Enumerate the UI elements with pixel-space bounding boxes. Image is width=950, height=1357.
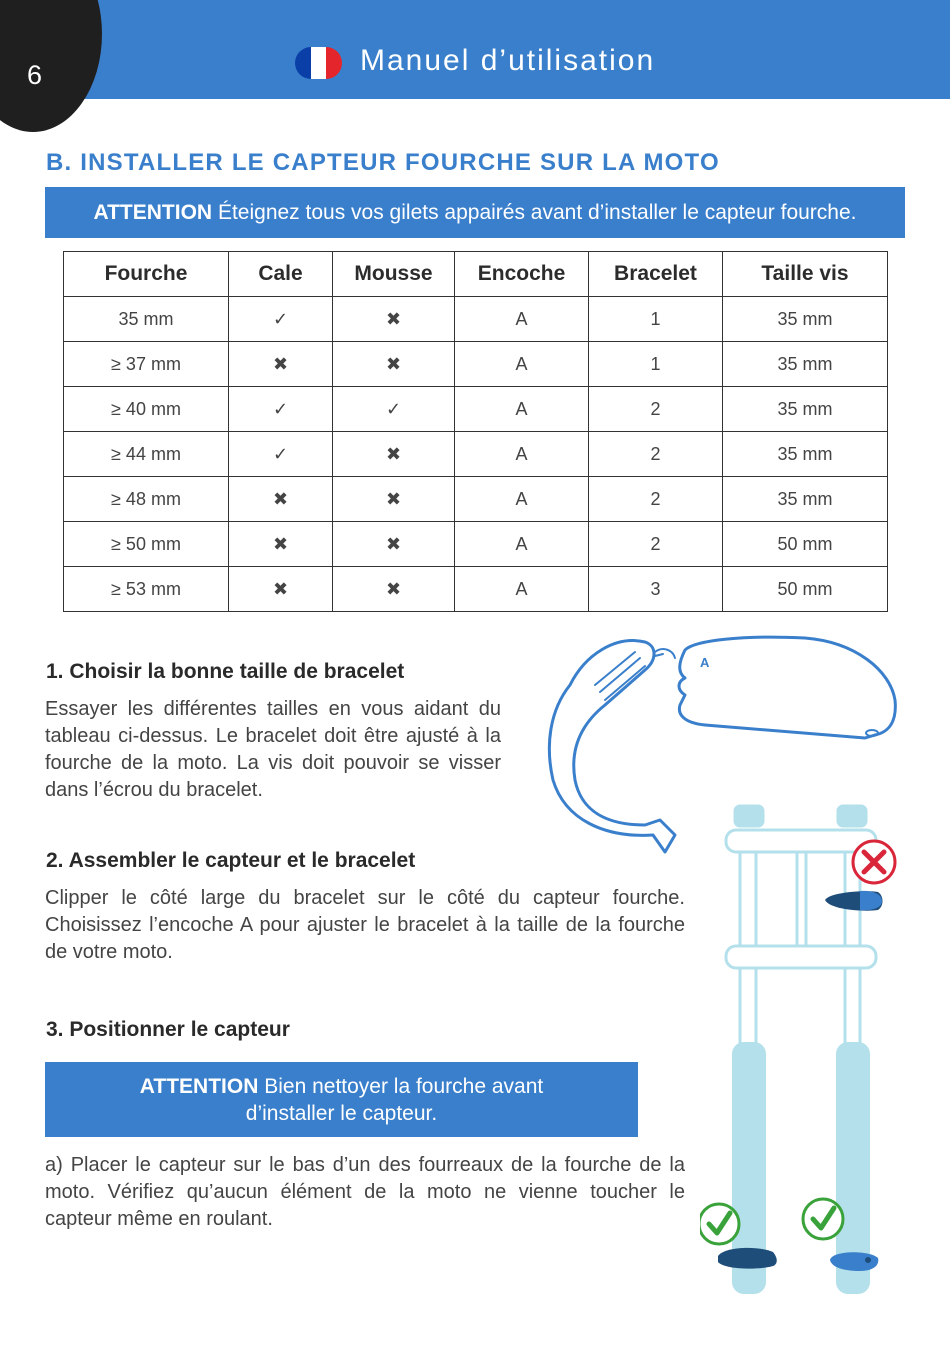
cell-fourche: ≥ 40 mm (64, 387, 229, 432)
cell-mousse: ✖ (333, 522, 455, 567)
cell-mousse: ✖ (333, 432, 455, 477)
cell-bracelet: 1 (589, 342, 723, 387)
page-number: 6 (27, 60, 43, 90)
cell-encoche: A (455, 477, 589, 522)
cell-bracelet: 2 (589, 522, 723, 567)
cell-encoche: A (455, 522, 589, 567)
fork-sensor-shape (679, 637, 895, 738)
cell-taille-vis: 35 mm (723, 387, 888, 432)
table-row (64, 387, 888, 432)
cell-encoche: A (455, 297, 589, 342)
table-row (64, 342, 888, 387)
cell-mousse: ✖ (333, 567, 455, 612)
cell-encoche: A (455, 387, 589, 432)
manual-title: Manuel d’utilisation (360, 44, 656, 77)
table-row (64, 297, 888, 342)
fork-size-table (63, 251, 888, 612)
page-number-badge (0, 0, 102, 132)
cell-cale: ✖ (229, 477, 333, 522)
cell-bracelet: 2 (589, 432, 723, 477)
cell-cale: ✖ (229, 567, 333, 612)
cell-encoche: A (455, 432, 589, 477)
notch-label: A (700, 655, 710, 670)
step-3-text: a) Placer le capteur sur le bas d’un des fourreaux de la fourche de la moto. Vérifiez qu’aucun élément de la moto ne vienne toucher le capteur même en roulant. (45, 1154, 685, 1230)
error-cross-icon (853, 841, 895, 883)
cell-fourche: ≥ 50 mm (64, 522, 229, 567)
cell-cale: ✖ (229, 522, 333, 567)
cell-cale: ✓ (229, 297, 333, 342)
column-header-encoche: Encoche (455, 252, 589, 297)
step-1-title: 1. Choisir la bonne taille de bracelet (46, 660, 405, 683)
column-header-mousse: Mousse (333, 252, 455, 297)
column-header-taille-vis: Taille vis (723, 252, 888, 297)
cell-mousse: ✓ (333, 387, 455, 432)
table-row (64, 432, 888, 477)
cell-bracelet: 3 (589, 567, 723, 612)
cell-fourche: 35 mm (64, 297, 229, 342)
bracelet-shape (549, 641, 675, 852)
step-2-title: 2. Assembler le capteur et le bracelet (46, 849, 416, 872)
cell-fourche: ≥ 37 mm (64, 342, 229, 387)
attention-label: ATTENTION (93, 201, 213, 224)
check-circle-icon (700, 1204, 739, 1244)
cell-taille-vis: 35 mm (723, 297, 888, 342)
column-header-fourche: Fourche (64, 252, 229, 297)
fork-illustration (700, 800, 910, 1300)
cell-mousse: ✖ (333, 297, 455, 342)
cell-taille-vis: 35 mm (723, 342, 888, 387)
cell-fourche: ≥ 53 mm (64, 567, 229, 612)
cell-fourche: ≥ 48 mm (64, 477, 229, 522)
cell-mousse: ✖ (333, 342, 455, 387)
cell-fourche: ≥ 44 mm (64, 432, 229, 477)
cell-encoche: A (455, 567, 589, 612)
step-1-text: Essayer les différentes tailles en vous aidant du tableau ci-dessus. Le bracelet doit être ajusté à la fourche de la moto. La vis doit pouvoir se visser dans l’écrou du bracelet. (45, 698, 501, 801)
cell-taille-vis: 35 mm (723, 477, 888, 522)
cell-bracelet: 2 (589, 477, 723, 522)
section-title: B. INSTALLER LE CAPTEUR FOURCHE SUR LA MOTO (46, 149, 720, 176)
column-header-cale: Cale (229, 252, 333, 297)
table-header-row (64, 252, 888, 297)
cell-bracelet: 2 (589, 387, 723, 432)
table-row (64, 522, 888, 567)
cell-mousse: ✖ (333, 477, 455, 522)
cell-taille-vis: 35 mm (723, 432, 888, 477)
cell-taille-vis: 50 mm (723, 567, 888, 612)
column-header-bracelet: Bracelet (589, 252, 723, 297)
cell-taille-vis: 50 mm (723, 522, 888, 567)
attention-text: Éteignez tous vos gilets appairés avant d’installer le capteur fourche. (217, 201, 857, 224)
attention-banner-cleaning (45, 1062, 638, 1137)
sensor-correct-left (718, 1248, 777, 1269)
attention-label: ATTENTION (139, 1074, 259, 1098)
attention-banner (45, 187, 905, 238)
table-row (64, 567, 888, 612)
cell-cale: ✓ (229, 387, 333, 432)
cell-cale: ✓ (229, 432, 333, 477)
table-row (64, 477, 888, 522)
step-2-text: Clipper le côté large du bracelet sur le côté du capteur fourche. Choisissez l’encoche A pour ajuster le bracelet à la taille de la fourche de votre moto. (45, 887, 685, 963)
check-circle-icon (803, 1199, 843, 1239)
step-3-title: 3. Positionner le capteur (46, 1018, 290, 1041)
french-flag-icon (295, 47, 342, 79)
cell-bracelet: 1 (589, 297, 723, 342)
attention-text: Bien nettoyer la fourche avant d’installer le capteur. (245, 1074, 544, 1125)
cell-encoche: A (455, 342, 589, 387)
cell-cale: ✖ (229, 342, 333, 387)
